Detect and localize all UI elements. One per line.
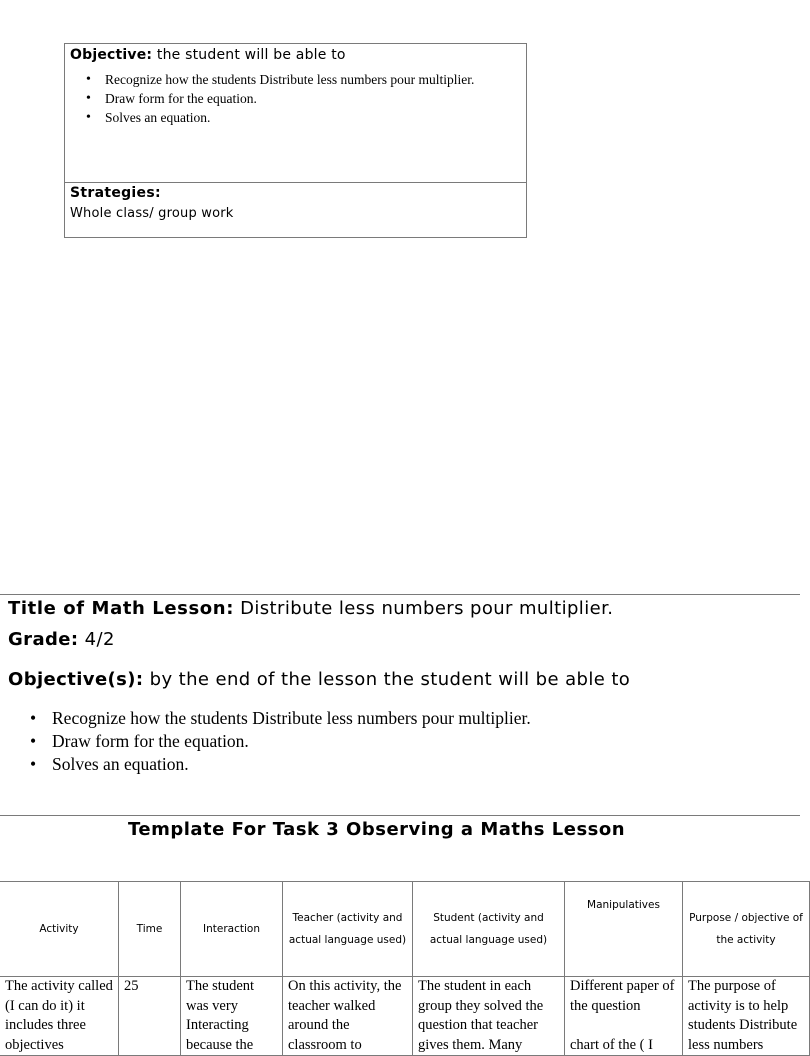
header-activity: Activity [0, 882, 119, 977]
grade-label: Grade: [8, 629, 79, 650]
objectives-label: Objective(s): [8, 669, 144, 690]
observation-table [0, 881, 810, 1056]
lesson-objective-bullet: • Draw form for the equation. [0, 730, 531, 753]
header-time: Time [119, 882, 181, 977]
cell-student: The student in each group they solved the question that teacher gives them. Many [413, 977, 565, 1056]
cell-activity: The activity called (I can do it) it includes three objectives [0, 977, 119, 1056]
lesson-title-line [8, 598, 613, 619]
grade-line [8, 629, 115, 650]
lesson-title-value: Distribute less numbers pour multiplier. [234, 598, 614, 619]
header-purpose: Purpose / objective of the activity [683, 882, 810, 977]
objectives-value: by the end of the lesson the student will be able to [143, 669, 631, 690]
objective-bullet-list [69, 70, 489, 127]
cell-purpose: The purpose of activity is to help students Distribute less numbers [683, 977, 810, 1056]
objective-line [70, 47, 346, 63]
objective-bullet: • Solves an equation. [69, 108, 489, 127]
header-student: Student (activity and actual language used) [413, 882, 565, 977]
objective-label: Objective: [70, 47, 153, 63]
lesson-objective-bullet: • Solves an equation. [0, 753, 531, 776]
template-title: Template For Task 3 Observing a Maths Lesson [128, 819, 626, 840]
cell-teacher: On this activity, the teacher walked around the classroom to [283, 977, 413, 1056]
grade-value: 4/2 [78, 629, 115, 650]
objective-bullet: • Recognize how the students Distribute less numbers pour multiplier. [69, 70, 489, 89]
lesson-title-label: Title of Math Lesson: [8, 598, 234, 619]
observation-template [0, 815, 803, 1053]
lesson-objective-bullet: • Recognize how the students Distribute less numbers pour multiplier. [0, 707, 531, 730]
objective-strategies-box [64, 43, 527, 238]
lesson-objective-list [0, 707, 531, 776]
header-teacher: Teacher (activity and actual language used) [283, 882, 413, 977]
strategies-value: Whole class/ group work [70, 206, 234, 221]
cell-time: 25 [119, 977, 181, 1056]
strategies-label: Strategies: [70, 185, 161, 201]
objective-text: the student will be able to [152, 47, 346, 63]
header-interaction: Interaction [181, 882, 283, 977]
cell-manipulatives: Different paper of the question chart of the ( I [565, 977, 683, 1056]
header-manipulatives: Manipulatives [565, 882, 683, 977]
cell-interaction: The student was very Interacting because the [181, 977, 283, 1056]
objective-bullet: • Draw form for the equation. [69, 89, 489, 108]
table-header-row [0, 882, 810, 977]
objectives-line [8, 669, 630, 690]
objective-section [65, 44, 526, 183]
table-row [0, 977, 810, 1056]
